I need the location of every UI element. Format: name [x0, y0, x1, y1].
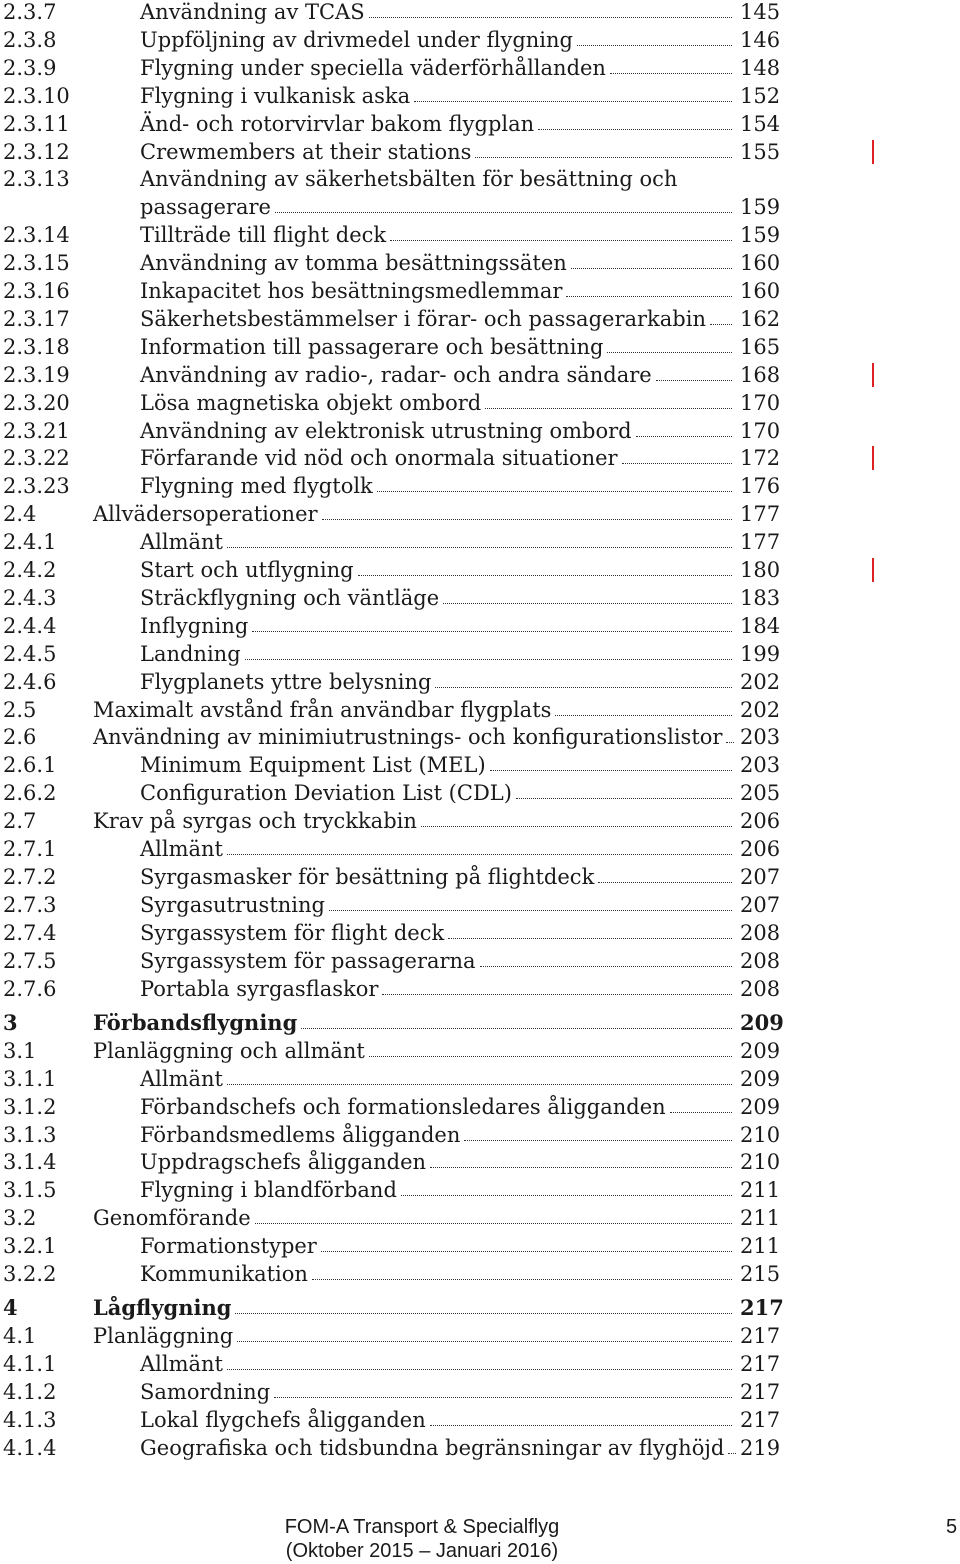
dot-leader [566, 296, 732, 297]
dot-leader [607, 352, 732, 353]
toc-entry-page: 180 [740, 558, 781, 582]
toc-entry-title: Flygning i blandförband [140, 1178, 397, 1203]
toc-entry-page: 199 [740, 641, 781, 666]
toc-entry-number: 2.3.11 [3, 111, 70, 136]
dot-leader [227, 1369, 732, 1370]
toc-entry[interactable] [0, 807, 960, 835]
toc-entry[interactable] [0, 556, 960, 584]
toc-entry-title: Samordning [140, 1380, 271, 1405]
toc-entry-title: Minimum Equipment List (MEL) [140, 753, 486, 778]
toc-entry-number: 4.1.4 [3, 1435, 57, 1460]
toc-entry[interactable] [0, 0, 960, 26]
toc-entry-page: 154 [740, 111, 781, 136]
toc-entry-page: 205 [740, 781, 781, 806]
toc-entry[interactable] [0, 723, 960, 751]
toc-entry-number: 2.4.4 [3, 613, 57, 638]
toc-entry-number: 2.3.23 [3, 474, 70, 499]
toc-entry-number: 3.1.5 [3, 1178, 57, 1203]
toc-entry-title: Förbandsmedlems åligganden [140, 1122, 461, 1147]
toc-entry[interactable] [0, 110, 960, 138]
toc-entry-page: 160 [740, 279, 781, 303]
toc-entry[interactable] [0, 444, 960, 472]
dot-leader [255, 1223, 732, 1224]
toc-entry-number: 2.7 [3, 809, 37, 834]
toc-entry-title: Allvädersoperationer [93, 502, 318, 527]
dot-leader [430, 1425, 732, 1426]
toc-entry-number: 2.4.2 [3, 558, 57, 582]
dot-leader [490, 770, 732, 771]
dot-leader [369, 17, 732, 18]
toc-entry-page: 172 [740, 446, 781, 471]
dot-leader [516, 798, 732, 799]
toc-entry-page: 152 [740, 83, 781, 108]
toc-entry[interactable] [0, 1037, 960, 1065]
toc-entry-title: Configuration Deviation List (CDL) [140, 781, 512, 806]
toc-entry[interactable] [0, 919, 960, 947]
toc-entry-page: 215 [740, 1262, 781, 1286]
toc-entry-number: 2.4.5 [3, 641, 57, 666]
dot-leader [571, 268, 732, 269]
dot-leader [235, 1313, 732, 1314]
toc-entry[interactable] [0, 1065, 960, 1093]
dot-leader [377, 491, 732, 492]
toc-entry-title: Uppföljning av drivmedel under flygning [140, 27, 573, 52]
toc-entry[interactable] [0, 1378, 960, 1406]
toc-entry-title: Lågflygning [93, 1295, 232, 1321]
toc-entry[interactable] [0, 1322, 960, 1350]
toc-entry-page: 209 [740, 1009, 784, 1035]
toc-entry-page: 170 [740, 418, 781, 443]
dot-leader [726, 742, 734, 743]
toc-entry[interactable] [0, 1434, 960, 1462]
toc-entry-title: Lösa magnetiska objekt ombord [140, 390, 482, 415]
toc-entry[interactable] [0, 1121, 960, 1149]
toc-entry[interactable] [0, 1176, 960, 1204]
toc-entry-number: 3.1.2 [3, 1094, 57, 1119]
dot-leader [321, 1251, 732, 1252]
dot-leader [301, 1028, 732, 1029]
toc-entry-number: 4 [3, 1295, 18, 1321]
toc-entry-number: 2.7.2 [3, 864, 57, 889]
dot-leader [390, 240, 732, 241]
toc-entry-number: 2.3.8 [3, 27, 57, 52]
toc-entry-title: Säkerhetsbestämmelser i förar- och passagerarkabin [140, 306, 706, 331]
toc-entry-number: 2.7.1 [3, 837, 57, 861]
toc-entry[interactable] [0, 417, 960, 445]
toc-entry-title: Allmänt [140, 837, 223, 861]
toc-entry-number: 2.6.2 [3, 781, 57, 806]
toc-entry-title: Uppdragschefs åligganden [140, 1150, 427, 1175]
toc-entry-page: 176 [740, 474, 781, 499]
toc-entry-page: 155 [740, 139, 781, 164]
toc-entry-number: 2.3.22 [3, 446, 70, 471]
toc-entry-number: 2.3.7 [3, 0, 57, 24]
toc-entry-page: 162 [740, 306, 781, 331]
toc-entry-title: Geografiska och tidsbundna begränsningar av flyghöjd [140, 1435, 725, 1460]
toc-entry[interactable] [0, 528, 960, 556]
toc-entry-number: 2.3.9 [3, 55, 57, 80]
toc-entry[interactable] [0, 221, 960, 249]
toc-entry-number: 3.1.4 [3, 1150, 57, 1175]
toc-entry-page: 159 [740, 195, 781, 220]
dot-leader [475, 157, 732, 158]
toc-entry-title: Krav på syrgas och tryckkabin [93, 809, 417, 834]
dot-leader [227, 854, 732, 855]
change-bar [872, 558, 874, 582]
toc-entry[interactable] [0, 835, 960, 863]
toc-entry-title: Maximalt avstånd från användbar flygplats [93, 697, 552, 722]
toc-entry[interactable] [0, 500, 960, 528]
dot-leader [252, 631, 732, 632]
toc-entry-title: Flygplanets yttre belysning [140, 669, 432, 694]
dot-leader [464, 1140, 732, 1141]
toc-entry-page: 206 [740, 809, 781, 834]
toc-entry-number: 4.1.1 [3, 1352, 57, 1377]
change-bar [872, 446, 874, 470]
footer-date-range: (Oktober 2015 – Januari 2016) [285, 1540, 559, 1562]
toc-entry[interactable] [0, 612, 960, 640]
toc-entry[interactable] [0, 1406, 960, 1434]
toc-entry-title: Inkapacitet hos besättningsmedlemmar [140, 279, 563, 303]
toc-entry[interactable] [0, 751, 960, 779]
dot-leader [369, 1056, 732, 1057]
toc-entry-title: Förbandsflygning [93, 1009, 298, 1035]
dot-leader [322, 519, 732, 520]
toc-entry-number: 3.2.1 [3, 1234, 57, 1259]
dot-leader [421, 826, 732, 827]
dot-leader [555, 715, 732, 716]
toc-entry-page: 211 [740, 1234, 781, 1259]
dot-leader [538, 129, 732, 130]
toc-entry-number: 4.1.2 [3, 1380, 57, 1405]
toc-entry-title: Planläggning och allmänt [93, 1038, 365, 1063]
toc-entry[interactable] [0, 696, 960, 724]
toc-entry-number: 4.1 [3, 1324, 37, 1349]
toc-entry-page: 207 [740, 864, 781, 889]
dot-leader [430, 1167, 732, 1168]
toc-entry[interactable] [0, 947, 960, 975]
toc-entry-number: 2.7.4 [3, 920, 57, 945]
toc-entry-number: 2.4.3 [3, 585, 57, 610]
dot-leader [622, 463, 732, 464]
toc-entry-title: Allmänt [140, 1352, 223, 1377]
toc-entry-title: Syrgassystem för passagerarna [140, 948, 476, 973]
toc-entry-page: 217 [740, 1295, 784, 1321]
toc-entry-page: 146 [740, 27, 781, 52]
toc-entry-title: Sträckflygning och väntläge [140, 585, 440, 610]
dot-leader [312, 1279, 732, 1280]
dot-leader [382, 994, 732, 995]
toc-entry[interactable] [0, 584, 960, 612]
toc-entry-page: 208 [740, 976, 781, 1001]
toc-entry-title: Användning av radio-, radar- och andra sändare [140, 362, 652, 387]
toc-entry-page: 159 [740, 223, 781, 248]
toc-entry-title: Formationstyper [140, 1234, 317, 1259]
dot-leader [598, 882, 732, 883]
toc-entry-number: 2.7.3 [3, 892, 57, 917]
toc-entry-title: Flygning i vulkanisk aska [140, 83, 411, 108]
toc-entry[interactable] [0, 863, 960, 891]
toc-entry-title: Änd- och rotorvirvlar bakom flygplan [140, 111, 535, 136]
toc-entry[interactable] [0, 193, 960, 221]
dot-leader [237, 1341, 732, 1342]
toc-entry[interactable] [0, 333, 960, 361]
toc-entry-title: passagerare [140, 195, 271, 220]
toc-entry-page: 177 [740, 530, 781, 555]
toc-entry[interactable] [0, 668, 960, 696]
toc-entry-title: Användning av elektronisk utrustning ombord [140, 418, 632, 443]
toc-entry[interactable] [0, 361, 960, 389]
toc-entry-number: 2.4.1 [3, 530, 57, 555]
dot-leader [448, 938, 732, 939]
toc-entry-number: 2.3.12 [3, 139, 70, 164]
toc-entry[interactable] [0, 779, 960, 807]
toc-entry-page: 208 [740, 948, 781, 973]
dot-leader [710, 324, 732, 325]
toc-entry-number: 3.1.3 [3, 1122, 57, 1147]
toc-entry[interactable] [0, 1204, 960, 1232]
toc-entry-page: 219 [740, 1435, 781, 1460]
toc-entry-number: 4.1.3 [3, 1408, 57, 1432]
toc-entry[interactable] [0, 1260, 960, 1288]
toc-entry-page: 207 [740, 892, 781, 917]
toc-entry-title: Genomförande [93, 1206, 251, 1231]
toc-entry[interactable] [0, 891, 960, 919]
dot-leader [636, 436, 732, 437]
toc-entry-page: 203 [740, 753, 781, 778]
toc-entry-page: 208 [740, 920, 781, 945]
toc-entry-number: 2.3.17 [3, 306, 70, 331]
toc-entry-page: 183 [740, 585, 781, 610]
toc-entry[interactable] [0, 1009, 960, 1037]
toc-entry-title: Förfarande vid nöd och onormala situationer [140, 446, 618, 471]
toc-entry-number: 2.6.1 [3, 753, 57, 778]
toc-entry-number: 2.3.21 [3, 418, 70, 443]
toc-entry-title: Syrgassystem för flight deck [140, 920, 445, 945]
toc-entry-page: 209 [740, 1094, 781, 1119]
toc-entry-number: 2.7.5 [3, 948, 57, 973]
toc-entry-title: Syrgasmasker för besättning på flightdeck [140, 864, 595, 889]
toc-entry-title: Syrgasutrustning [140, 892, 325, 917]
toc-entry-title: Flygning under speciella väderförhållanden [140, 55, 606, 80]
toc-entry-page: 209 [740, 1066, 781, 1091]
toc-entry-title: Planläggning [93, 1324, 234, 1349]
toc-entry-title: Landning [140, 641, 241, 666]
toc-entry-number: 2.4.6 [3, 669, 57, 694]
dot-leader [728, 1453, 736, 1454]
toc-entry[interactable] [0, 975, 960, 1003]
toc-entry-number: 3.1 [3, 1038, 37, 1063]
toc-entry-number: 2.3.18 [3, 334, 70, 359]
toc-entry-title: Allmänt [140, 530, 223, 555]
toc-entry[interactable] [0, 1148, 960, 1176]
toc-entry[interactable] [0, 138, 960, 166]
toc-entry-number: 2.3.14 [3, 223, 70, 248]
toc-entry-page: 145 [740, 0, 781, 24]
dot-leader [610, 73, 732, 74]
toc-entry[interactable] [0, 277, 960, 305]
dot-leader [443, 603, 732, 604]
toc-entry-number: 2.4 [3, 502, 37, 527]
dot-leader [245, 659, 732, 660]
toc-entry-title: Användning av säkerhetsbälten för besättning och [140, 167, 678, 192]
dot-leader [227, 1084, 732, 1085]
toc-entry-title: Information till passagerare och besättning [140, 334, 604, 359]
toc-entry-number: 3.2.2 [3, 1262, 57, 1286]
toc-entry-page: 168 [740, 362, 781, 387]
dot-leader [227, 547, 732, 548]
toc-entry[interactable] [0, 1232, 960, 1260]
toc-entry-number: 2.3.19 [3, 362, 70, 387]
toc-entry-page: 203 [740, 725, 781, 750]
toc-entry-number: 2.3.15 [3, 251, 70, 276]
toc-entry[interactable] [0, 472, 960, 500]
toc-entry-title: Portabla syrgasflaskor [140, 976, 379, 1001]
footer-document-title: FOM-A Transport & Specialflyg [284, 1516, 560, 1538]
toc-entry-page: 210 [740, 1150, 781, 1175]
toc-entry-title: Start och utflygning [140, 558, 354, 582]
toc-entry-page: 209 [740, 1038, 781, 1063]
toc-entry-title: Förbandschefs och formationsledares åligganden [140, 1094, 666, 1119]
toc-entry-page: 211 [740, 1178, 781, 1203]
toc-entry[interactable] [0, 54, 960, 82]
change-bar [872, 363, 874, 387]
toc-entry-page: 210 [740, 1122, 781, 1147]
toc-entry-title: Lokal flygchefs åligganden [140, 1408, 426, 1432]
toc-entry-number: 2.3.13 [3, 167, 70, 192]
dot-leader [329, 910, 732, 911]
toc-entry-number: 3.2 [3, 1206, 37, 1231]
dot-leader [274, 1397, 732, 1398]
toc-entry-page: 170 [740, 390, 781, 415]
toc-entry-title: Tillträde till flight deck [140, 223, 387, 248]
toc-entry-page: 160 [740, 251, 781, 276]
toc-entry-number: 2.6 [3, 725, 37, 750]
toc-entry[interactable] [0, 249, 960, 277]
dot-leader [358, 575, 732, 576]
toc-entry-page: 206 [740, 837, 781, 861]
toc-entry-title: Användning av TCAS [140, 0, 365, 24]
change-bar [872, 140, 874, 164]
toc-entry-page: 202 [740, 669, 781, 694]
toc-entry-page: 148 [740, 55, 781, 80]
dot-leader [435, 687, 732, 688]
toc-entry-number: 2.7.6 [3, 976, 57, 1001]
toc-entry-page: 177 [740, 502, 781, 527]
toc-entry-number: 2.3.20 [3, 390, 70, 415]
dot-leader [480, 966, 732, 967]
toc-entry-page: 217 [740, 1380, 781, 1405]
dot-leader [577, 45, 732, 46]
toc-entry-title: Flygning med flygtolk [140, 474, 373, 499]
toc-entry-page: 217 [740, 1352, 781, 1377]
toc-entry-title: Inflygning [140, 613, 249, 638]
dot-leader [414, 101, 732, 102]
toc-entry[interactable] [0, 305, 960, 333]
toc-entry-number: 3 [3, 1009, 18, 1035]
dot-leader [401, 1195, 732, 1196]
toc-entry-page: 165 [740, 334, 781, 359]
toc-entry-page: 202 [740, 697, 781, 722]
toc-entry-title: Kommunikation [140, 1262, 308, 1286]
dot-leader [485, 408, 732, 409]
dot-leader [670, 1112, 732, 1113]
toc-entry[interactable] [0, 640, 960, 668]
toc-entry[interactable] [0, 165, 960, 193]
toc-entry-title: Allmänt [140, 1066, 223, 1091]
toc-entry[interactable] [0, 1093, 960, 1121]
toc-entry-number: 3.1.1 [3, 1066, 57, 1091]
toc-entry-page: 217 [740, 1408, 781, 1432]
dot-leader [275, 212, 732, 213]
toc-entry[interactable] [0, 1294, 960, 1322]
toc-entry-page: 217 [740, 1324, 781, 1349]
toc-entry-number: 2.3.16 [3, 279, 70, 303]
toc-entry-title: Användning av minimiutrustnings- och konfigurationslistor [93, 725, 723, 750]
dot-leader [656, 380, 732, 381]
toc-entry-page: 184 [740, 613, 781, 638]
toc-entry-title: Crewmembers at their stations [140, 139, 472, 164]
toc-entry-title: Användning av tomma besättningssäten [140, 251, 567, 276]
toc-entry-number: 2.3.10 [3, 83, 70, 108]
toc-entry-page: 211 [740, 1206, 781, 1231]
page-number: 5 [946, 1516, 958, 1538]
toc-entry[interactable] [0, 1350, 960, 1378]
toc-entry[interactable] [0, 389, 960, 417]
toc-entry[interactable] [0, 82, 960, 110]
toc-entry-number: 2.5 [3, 697, 37, 722]
toc-entry[interactable] [0, 26, 960, 54]
